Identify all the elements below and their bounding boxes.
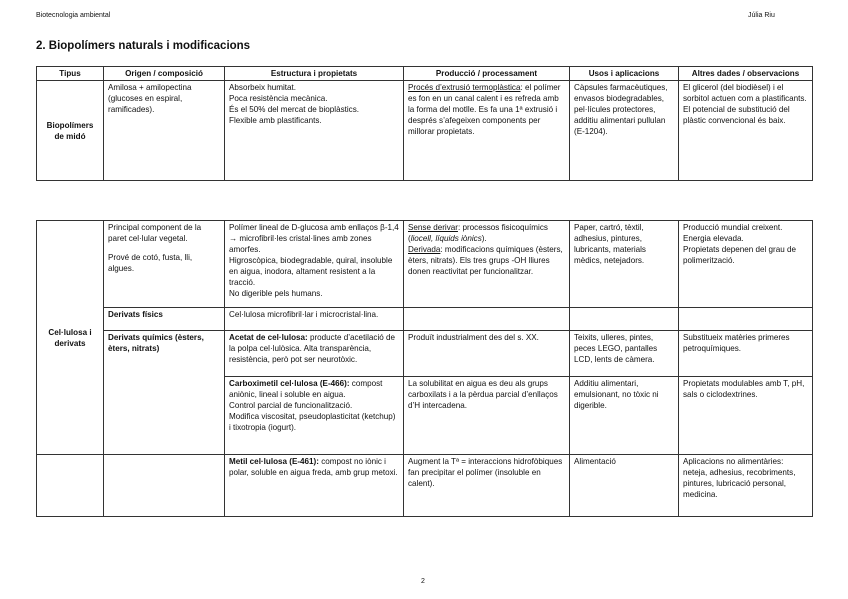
cell-usos: Càpsules farmacèutiques, envasos biodegradables, pel·lícules protectores, additiu alimentari pullulan (E-1204). <box>570 81 679 181</box>
cell-estructura: Absorbeix humitat. Poca resistència mecànica. És el 50% del mercat de bioplàstics. Flexible amb plastificants. <box>225 81 404 181</box>
cell-estructura <box>225 331 404 377</box>
cmc-text: compost aniònic, lineal i soluble en aigua. Control parcial de funcionalització. Modifica viscositat, pseudoplasticitat (ketchup) i tixotropia (iogurt). <box>229 379 396 432</box>
prod-text-1: : processos fisicoquímics ( <box>408 223 548 243</box>
origen-text-b: Prové de cotó, fusta, lli, algues. <box>108 253 193 273</box>
acetate-name: Acetat de cel·lulosa: <box>229 333 308 342</box>
cell-estructura: Cel·lulosa microfibril·lar i microcristal·lina. <box>225 308 404 331</box>
col-header-origen: Origen / composició <box>104 67 225 81</box>
cell-altres: Aplicacions no alimentàries: neteja, adhesius, recobriments, pintures, lubricació personal, medicina. <box>679 455 813 517</box>
starch-table <box>36 66 813 181</box>
cell-altres: Producció mundial creixent. Energia elevada. Propietats depenen del grau de polimerització. <box>679 221 813 308</box>
table-row <box>37 221 813 308</box>
header-left: Biotecnologia ambiental <box>36 12 111 19</box>
prod-underived-label: Sense derivar <box>408 223 458 232</box>
prod-italic: liocell, líquids iònics <box>410 234 482 243</box>
table-row <box>37 81 813 181</box>
cell-empty <box>104 455 225 517</box>
prod-text-2: ). <box>481 234 487 243</box>
col-header-produccio: Producció / processament <box>404 67 570 81</box>
methyl-name: Metil cel·lulosa (E-461): <box>229 457 319 466</box>
cell-empty <box>679 308 813 331</box>
cell-empty <box>37 455 104 517</box>
cmc-name: Carboximetil cel·lulosa (E-466): <box>229 379 350 388</box>
origen-text-a: Principal component de la paret cel·lular vegetal. <box>108 223 202 243</box>
table-row <box>37 331 813 377</box>
cell-altres: Substitueix matèries primeres petroquímiques. <box>679 331 813 377</box>
row-head-starch: Biopolímers de midó <box>37 81 104 181</box>
physical-derivatives-label: Derivats físics <box>104 308 225 331</box>
table-row <box>37 455 813 517</box>
cell-empty <box>404 308 570 331</box>
cell-produccio <box>404 221 570 308</box>
col-header-tipus: Tipus <box>37 67 104 81</box>
chemical-derivatives-label: Derivats químics (èsters, èters, nitrats) <box>104 331 225 455</box>
cell-usos: Alimentació <box>570 455 679 517</box>
cell-origen <box>104 221 225 308</box>
prod-text-3: : modificacions químiques (èsters, èters, nitrats). Els tres grups -OH lliures donen reactivitat per funcionalitzar. <box>408 245 563 276</box>
cell-origen: Amilosa + amilopectina (glucoses en espiral, ramificades). <box>104 81 225 181</box>
process-name: Procés d’extrusió termoplàstica <box>408 83 521 92</box>
cell-produccio: Augment la Tª = interaccions hidrofòbiques fan precipitar el polímer (insoluble en calent). <box>404 455 570 517</box>
cell-produccio: Produït industrialment des del s. XX. <box>404 331 570 377</box>
table-header-row <box>37 67 813 81</box>
cell-estructura: Polímer lineal de D-glucosa amb enllaços β-1,4 → microfibril·les cristal·lines amb zones amorfes. Higroscòpica, biodegradable, quiral, insoluble en aigua, inodora, altament resistent a la tracció. No digerible pels humans. <box>225 221 404 308</box>
cell-usos: Additiu alimentari, emulsionant, no tòxic ni digerible. <box>570 377 679 455</box>
col-header-usos: Usos i aplicacions <box>570 67 679 81</box>
cell-empty <box>570 308 679 331</box>
row-head-cellulose: Cel·lulosa i derivats <box>37 221 104 455</box>
acetate-text: producte d’acetilació de la polpa cel·lulòsica. Alta transparència, resistència, però pot ser neurotòxic. <box>229 333 396 364</box>
cell-altres: El glicerol (del biodièsel) i el sorbitol actuen com a plastificants. El potencial de substitució del plàstic convencional és baix. <box>679 81 813 181</box>
header-right: Júlia Riu <box>748 12 775 19</box>
cell-produccio <box>404 81 570 181</box>
cell-estructura <box>225 455 404 517</box>
col-header-altres: Altres dades / observacions <box>679 67 813 81</box>
col-header-estructura: Estructura i propietats <box>225 67 404 81</box>
prod-derived-label: Derivada <box>408 245 441 254</box>
cell-estructura <box>225 377 404 455</box>
cell-altres: Propietats modulables amb T, pH, sals o ciclodextrines. <box>679 377 813 455</box>
cellulose-table <box>36 220 813 517</box>
page-title: 2. Biopolímers naturals i modificacions <box>36 40 251 52</box>
process-text: : el polímer es fon en un canal calent i es refreda amb la forma del motlle. Es fa una 1ª extrusió i després s’afegeixen components per millorar propietats. <box>408 83 561 136</box>
page-number: 2 <box>421 578 425 585</box>
cell-usos: Teixits, ulleres, pintes, peces LEGO, pantalles LCD, lents de càmera. <box>570 331 679 377</box>
table-row <box>37 308 813 331</box>
cell-produccio: La solubilitat en aigua es deu als grups carboxilats i a la pèrdua parcial d’enllaços d’H intercadena. <box>404 377 570 455</box>
methyl-text: compost no iònic i polar, soluble en aigua freda, amb grup metoxi. <box>229 457 398 477</box>
cell-usos: Paper, cartró, tèxtil, adhesius, pintures, lubricants, materials mèdics, netejadors. <box>570 221 679 308</box>
